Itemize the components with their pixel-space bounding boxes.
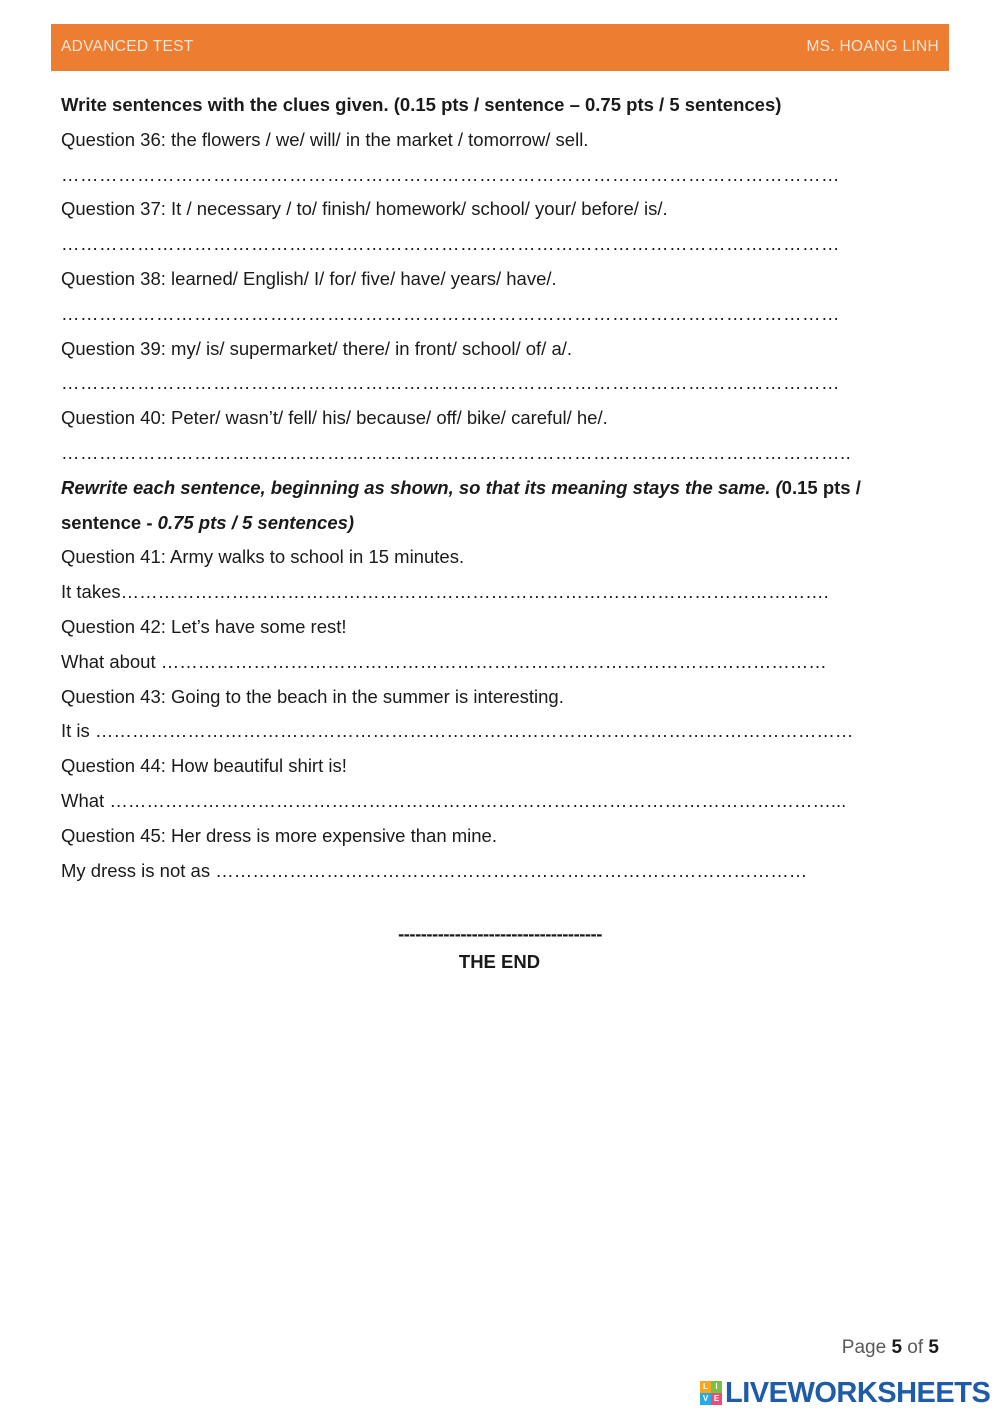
answer-line-43[interactable]: It is …………………………………………………………………………………………………………… — [61, 720, 854, 742]
section2-instruction-line2 — [61, 506, 941, 541]
end-separator: ------------------------------------ — [398, 923, 602, 944]
question-40: Question 40: Peter/ wasn’t/ fell/ his/ because/ off/ bike/ careful/ he/. — [61, 407, 608, 429]
liveworksheets-icon — [700, 1381, 722, 1405]
section1-instruction: Write sentences with the clues given. (0.15 pts / sentence – 0.75 pts / 5 sentences) — [61, 94, 782, 115]
question-42: Question 42: Let’s have some rest! — [61, 615, 347, 637]
brand-icon-i: I — [711, 1381, 722, 1393]
header-bar — [51, 24, 949, 71]
question-43: Question 43: Going to the beach in the summer is interesting. — [61, 685, 564, 707]
brand-icon-l: L — [700, 1381, 711, 1393]
end-block — [0, 920, 1000, 976]
brand-icon-v: V — [700, 1393, 711, 1405]
liveworksheets-logo[interactable] — [700, 1377, 990, 1409]
question-45: Question 45: Her dress is more expensive than mine. — [61, 824, 497, 846]
answer-line-37[interactable]: …………………………………………………………………………………………………………… — [61, 233, 840, 255]
answer-line-41[interactable]: It takes……………………………………………………………………………………………………. — [61, 581, 829, 603]
page-number — [842, 1337, 939, 1359]
section2-instruction-italic: Rewrite each sentence, beginning as shown, so that its meaning stays the same. ( — [61, 476, 782, 498]
question-37: Question 37: It / necessary / to/ finish/ homework/ school/ your/ before/ is/. — [61, 198, 668, 220]
section2-instruction-total: 0.75 pts / 5 sentences) — [157, 511, 355, 533]
worksheet-content — [61, 88, 941, 888]
answer-line-44[interactable]: What ………………………………………………………………………………………………………... — [61, 789, 847, 811]
brand-icon-e: E — [711, 1393, 722, 1405]
question-41: Question 41: Army walks to school in 15 minutes. — [61, 546, 465, 568]
page-current: 5 — [891, 1337, 903, 1358]
answer-line-39[interactable]: …………………………………………………………………………………………………………… — [61, 372, 840, 394]
question-39: Question 39: my/ is/ supermarket/ there/ in front/ school/ of/ a/. — [61, 337, 573, 359]
answer-line-36[interactable]: …………………………………………………………………………………………………………… — [61, 163, 840, 185]
question-44: Question 44: How beautiful shirt is! — [61, 755, 347, 777]
answer-line-40[interactable]: …………………………………………………………………………………………………………….. — [61, 441, 852, 463]
section2-instruction-sentence: sentence - — [61, 511, 158, 533]
brand-text: LIVEWORKSHEETS — [725, 1376, 991, 1409]
page-total: 5 — [928, 1337, 939, 1358]
question-38: Question 38: learned/ English/ I/ for/ five/ have/ years/ have/. — [61, 267, 557, 289]
end-text: THE END — [458, 951, 541, 972]
question-36: Question 36: the flowers / we/ will/ in the market / tomorrow/ sell. — [61, 128, 589, 150]
page-prefix: Page — [841, 1337, 892, 1358]
answer-line-38[interactable]: …………………………………………………………………………………………………………… — [61, 302, 840, 324]
header-title: ADVANCED TEST — [61, 38, 194, 55]
answer-line-45[interactable]: My dress is not as …………………………………………………………………………………… — [61, 859, 808, 881]
page-of: of — [902, 1337, 929, 1358]
header-author: MS. HOANG LINH — [806, 38, 939, 55]
section2-instruction-points: 0.15 pts / — [781, 476, 861, 498]
answer-line-42[interactable]: What about ……………………………………………………………………………………………… — [61, 650, 827, 672]
section2-instruction-line1 — [61, 471, 941, 506]
